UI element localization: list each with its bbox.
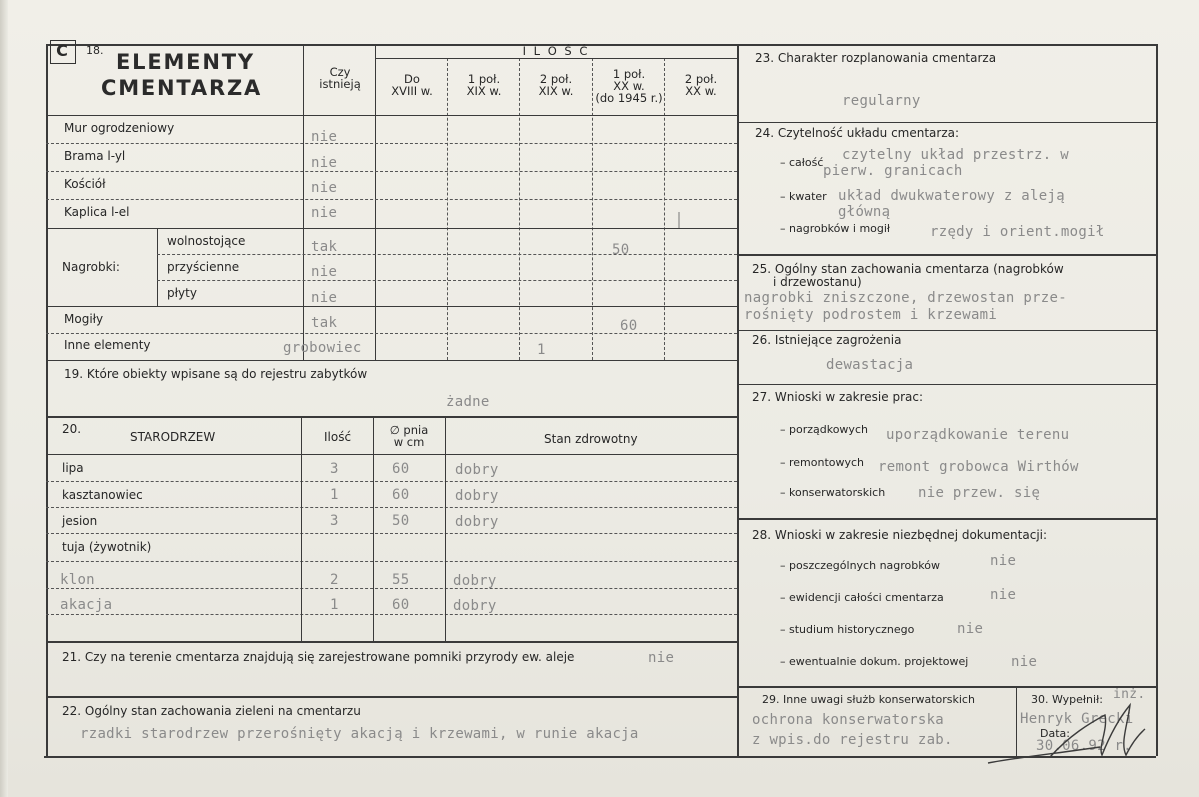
grid-line xyxy=(737,686,1156,688)
grid-line xyxy=(46,143,737,144)
grid-line xyxy=(157,280,737,281)
section30-name: Henryk Grecki xyxy=(1020,711,1134,727)
grid-line xyxy=(46,696,737,698)
section24-calosc-label: – całość xyxy=(780,156,824,169)
section20-number: 20. xyxy=(62,422,82,436)
tree-count: 3 xyxy=(330,513,339,529)
tree-diameter: 60 xyxy=(392,461,410,477)
section30-title: inż. xyxy=(1113,687,1146,702)
section26-label: 26. Istniejące zagrożenia xyxy=(752,333,902,347)
grid-line xyxy=(46,481,737,482)
tree-name: lipa xyxy=(62,461,84,475)
grid-line xyxy=(46,454,737,455)
row-exists-mogily: tak xyxy=(311,315,338,331)
section25-value-1: nagrobki zniszczone, drzewostan prze- xyxy=(744,290,1067,306)
section30-label: 30. Wypełnił: xyxy=(1031,693,1103,706)
grid-line xyxy=(737,384,1156,385)
section24-calosc-value-1: czytelny układ przestrz. w xyxy=(842,147,1069,163)
section28-item-label: – studium historycznego xyxy=(780,623,915,636)
frame-right xyxy=(1156,44,1158,756)
tree-count: 1 xyxy=(330,597,339,613)
nagrobki-label: Nagrobki: xyxy=(62,260,120,274)
section27-item-value: uporządkowanie terenu xyxy=(886,427,1070,443)
grid-line xyxy=(46,171,737,172)
row-count-mogily: 60 xyxy=(620,318,638,334)
grid-line xyxy=(737,330,1156,331)
section29-value-2: z wpis.do rejestru zab. xyxy=(752,732,953,748)
tree-name-typed: akacja xyxy=(60,597,113,613)
section27-item-value: nie przew. się xyxy=(918,485,1041,501)
section26-value: dewastacja xyxy=(826,357,914,373)
row-exists-brama: nie xyxy=(311,155,338,171)
grid-line xyxy=(737,122,1156,123)
section25-label-1: 25. Ogólny stan zachowania cmentarza (nagrobków xyxy=(752,262,1064,276)
grid-line xyxy=(46,641,737,643)
section21-value: nie xyxy=(648,650,675,666)
grid-line xyxy=(737,254,1156,256)
tree-diameter: 60 xyxy=(392,597,410,613)
row-exists-inne: grobowiec xyxy=(283,340,362,356)
tree-diameter: 55 xyxy=(392,572,410,588)
section22-label: 22. Ogólny stan zachowania zieleni na cmentarzu xyxy=(62,704,361,718)
grid-line xyxy=(46,228,737,229)
grid-line xyxy=(373,416,374,641)
grid-line xyxy=(46,416,737,418)
row-exists-kosciol: nie xyxy=(311,180,338,196)
signature-icon xyxy=(980,695,1150,770)
section28-item-value: nie xyxy=(1011,654,1038,670)
grid-line xyxy=(46,115,737,116)
grid-line xyxy=(375,58,737,59)
grid-line xyxy=(445,416,446,641)
grid-line xyxy=(46,561,737,562)
section30-date: 30.06.92 r. xyxy=(1036,738,1133,754)
row-label-inne: Inne elementy xyxy=(64,338,151,352)
section19-value: żadne xyxy=(446,394,490,410)
nagrobki-exists-plyty: nie xyxy=(311,290,338,306)
grid-line xyxy=(737,518,1156,520)
grid-line xyxy=(46,614,737,615)
section24-nagrobkow-label: – nagrobków i mogił xyxy=(780,222,891,235)
grid-line xyxy=(375,44,376,360)
row-count-inne: 1 xyxy=(537,342,546,358)
section18-number: 18. xyxy=(86,44,104,57)
grid-line xyxy=(46,306,737,307)
tree-health: dobry xyxy=(453,598,497,614)
section25-value-2: rośnięty podrostem i krzewami xyxy=(744,307,998,323)
tree-name: tuja (żywotnik) xyxy=(62,540,152,554)
grid-line xyxy=(46,360,737,361)
row-label-kaplica: Kaplica l-el xyxy=(64,205,130,219)
tree-diameter: 50 xyxy=(392,513,410,529)
section25-label-2: i drzewostanu) xyxy=(773,275,862,289)
section29-value-1: ochrona konserwatorska xyxy=(752,712,945,728)
col-health-header: Stan zdrowotny xyxy=(544,432,638,446)
section28-label: 28. Wnioski w zakresie niezbędnej dokumentacji: xyxy=(752,528,1048,542)
period-header-0: Do XVIII w. xyxy=(391,72,433,98)
section23-value: regularny xyxy=(842,93,921,109)
row-label-mogily: Mogiły xyxy=(64,312,104,326)
tree-count: 1 xyxy=(330,487,339,503)
section28-item-label: – ewentualnie dokum. projektowej xyxy=(780,655,969,668)
frame-left xyxy=(46,44,48,756)
period-header-2: 2 poł. XIX w. xyxy=(538,72,574,98)
grid-line xyxy=(46,507,737,508)
grid-line xyxy=(157,254,737,255)
section20-title: STARODRZEW xyxy=(130,430,216,444)
grid-line xyxy=(447,58,448,360)
nagrobki-sub-wolnostojace: wolnostojące xyxy=(167,234,246,248)
grid-line xyxy=(46,588,737,589)
tree-count: 2 xyxy=(330,572,339,588)
period-header-3: 1 poł. XX w. (do 1945 r.) xyxy=(595,67,663,105)
section28-item-label: – ewidencji całości cmentarza xyxy=(780,591,944,604)
section23-label: 23. Charakter rozplanowania cmentarza xyxy=(755,51,997,65)
grid-line xyxy=(46,199,737,200)
section21-label: 21. Czy na terenie cmentarza znajdują się zarejestrowane pomniki przyrody ew. aleje xyxy=(62,650,575,664)
nagrobki-exists-przyscienne: nie xyxy=(311,264,338,280)
card-code: C xyxy=(56,41,68,60)
section24-calosc-value-2: pierw. granicach xyxy=(823,163,963,179)
section18-title-line2: CMENTARZA xyxy=(101,76,263,100)
tree-health: dobry xyxy=(455,488,499,504)
tree-name-typed: klon xyxy=(60,572,95,588)
tree-health: dobry xyxy=(455,462,499,478)
grid-line xyxy=(46,533,737,534)
period-header-4: 2 poł. XX w. xyxy=(684,72,718,98)
grid-line xyxy=(301,416,302,641)
col-count-header: Ilość xyxy=(324,430,352,444)
section19-label: 19. Które obiekty wpisane są do rejestru zabytków xyxy=(64,367,368,381)
tree-health: dobry xyxy=(455,514,499,530)
section24-kwater-label: – kwater xyxy=(780,190,827,203)
section28-item-value: nie xyxy=(957,621,984,637)
section27-item-value: remont grobowca Wirthów xyxy=(878,459,1079,475)
ilosc-header: I L O Ś Ć xyxy=(522,44,590,58)
section30-date-label: Data: xyxy=(1040,727,1070,740)
row-label-brama: Brama l-yl xyxy=(64,149,126,163)
period-header-1: 1 poł. XIX w. xyxy=(466,72,502,98)
section27-label: 27. Wnioski w zakresie prac: xyxy=(752,390,924,404)
tree-diameter: 60 xyxy=(392,487,410,503)
section28-item-value: nie xyxy=(990,553,1017,569)
section27-item-label: – porządkowych xyxy=(780,423,868,436)
col-diameter-header: ∅ pnia w cm xyxy=(389,423,429,449)
frame-middle xyxy=(737,44,739,756)
nagrobki-exists-wolnostojace: tak xyxy=(311,239,338,255)
row-exists-kaplica: nie xyxy=(311,205,338,221)
grid-line xyxy=(157,228,158,306)
section28-item-value: nie xyxy=(990,587,1017,603)
section24-kwater-value-2: główną xyxy=(838,204,891,220)
col-exists-header: Czy istnieją xyxy=(319,65,361,91)
section22-value: rzadki starodrzew przerośnięty akacją i krzewami, w runie akacja xyxy=(80,726,639,742)
nagrobki-count-wolnostojace: 50 xyxy=(612,242,630,258)
pencil-mark-icon xyxy=(673,210,685,230)
nagrobki-sub-plyty: płyty xyxy=(167,286,197,300)
tree-name: kasztanowiec xyxy=(62,488,143,502)
tree-count: 3 xyxy=(330,461,339,477)
section24-kwater-value-1: układ dwukwaterowy z aleją xyxy=(838,188,1065,204)
section18-title-line1: ELEMENTY xyxy=(116,50,255,74)
section28-item-label: – poszczególnych nagrobków xyxy=(780,559,940,572)
nagrobki-sub-przyscienne: przyścienne xyxy=(167,260,240,274)
section24-nagrobkow-value: rzędy i orient.mogił xyxy=(930,224,1105,240)
row-label-kosciol: Kościół xyxy=(64,177,106,191)
tree-name: jesion xyxy=(62,514,98,528)
grid-line xyxy=(519,58,520,360)
section27-item-label: – konserwatorskich xyxy=(780,486,886,499)
section29-label: 29. Inne uwagi służb konserwatorskich xyxy=(762,693,975,706)
grid-line xyxy=(303,44,304,360)
tree-health: dobry xyxy=(453,573,497,589)
section27-item-label: – remontowych xyxy=(780,456,865,469)
row-exists-mur: nie xyxy=(311,129,338,145)
section24-label: 24. Czytelność układu cmentarza: xyxy=(755,126,960,140)
row-label-mur: Mur ogrodzeniowy xyxy=(64,121,175,135)
